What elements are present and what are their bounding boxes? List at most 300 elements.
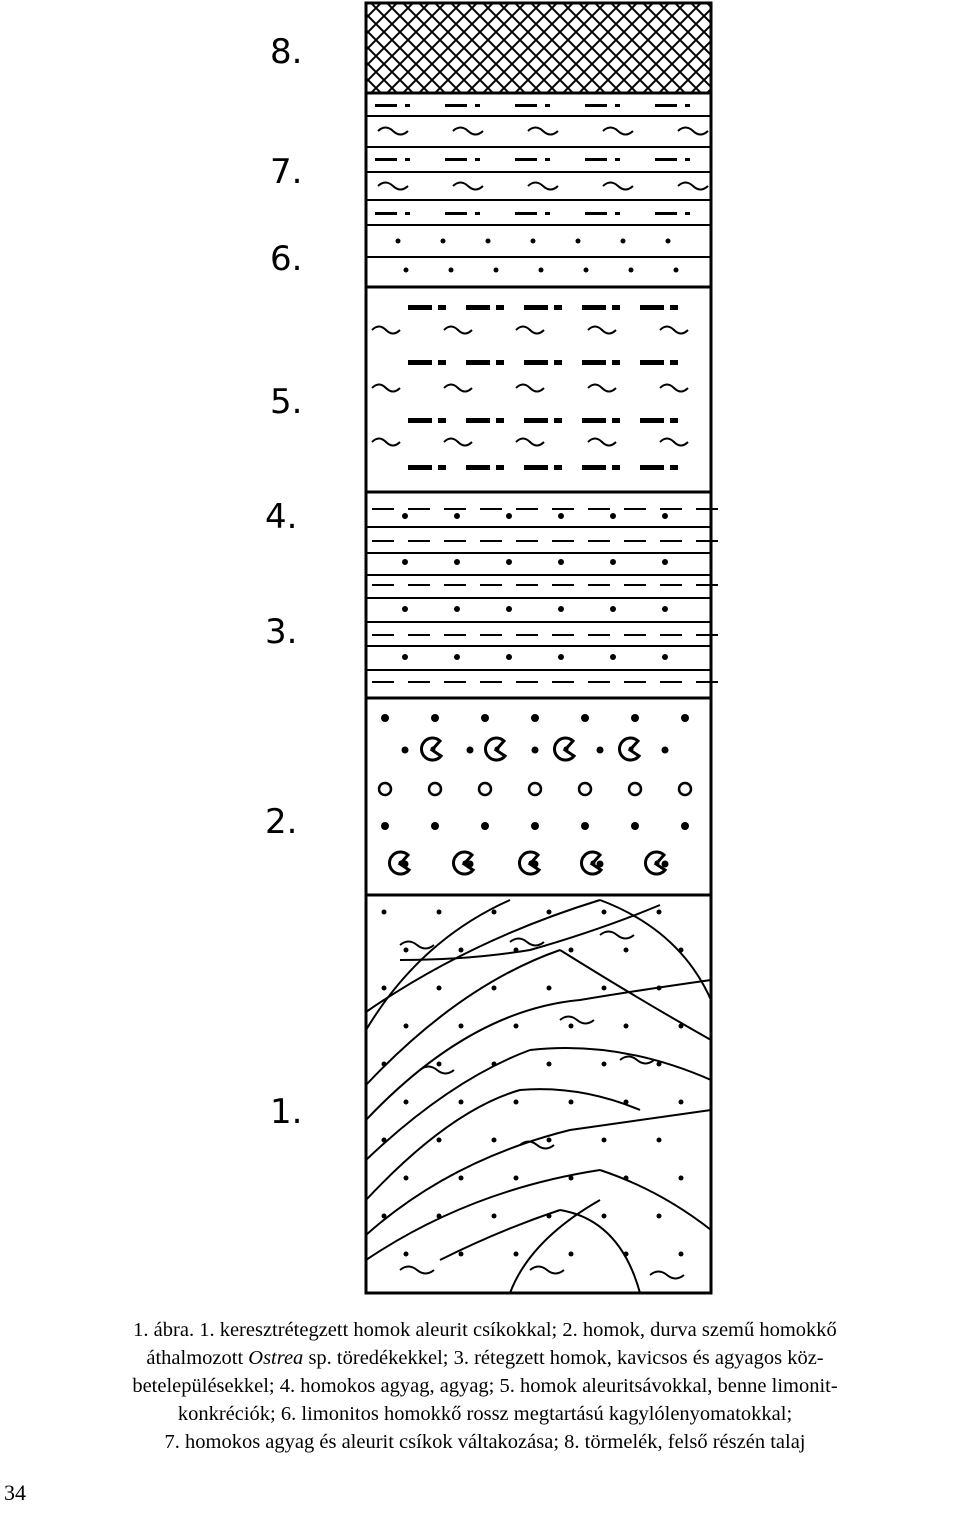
dot-mark — [481, 714, 489, 722]
dot-mark — [459, 1176, 464, 1181]
dot-mark — [569, 1252, 574, 1257]
dot-mark — [437, 1138, 442, 1143]
dash-mark — [696, 584, 718, 586]
wave-mark — [530, 1267, 564, 1274]
dot-mark — [402, 559, 408, 565]
dash-mark — [660, 508, 682, 510]
dash-mark — [615, 212, 620, 215]
dash-mark — [685, 158, 690, 161]
wave-mark — [444, 439, 472, 446]
dash-mark — [466, 418, 490, 423]
wave-mark — [678, 183, 708, 190]
dash-mark — [372, 540, 394, 542]
dash-mark — [524, 305, 548, 310]
dash-mark — [612, 465, 620, 470]
dot-mark — [404, 268, 409, 273]
wave-mark — [588, 385, 616, 392]
wave-mark — [444, 327, 472, 334]
dash-mark — [670, 305, 678, 310]
dot-mark — [662, 654, 668, 660]
dot-mark — [404, 1100, 409, 1105]
dash-mark — [445, 158, 467, 161]
dash-mark — [640, 360, 664, 365]
dot-mark — [481, 822, 489, 830]
dot-mark — [382, 1062, 387, 1067]
dash-mark — [545, 104, 550, 107]
dot-mark — [679, 1024, 684, 1029]
dot-mark — [679, 1252, 684, 1257]
dot-mark — [514, 1100, 519, 1105]
dot-mark — [681, 714, 689, 722]
dot-mark — [402, 747, 409, 754]
dot-mark — [602, 986, 607, 991]
dash-mark — [375, 158, 397, 161]
dot-mark — [564, 747, 569, 752]
layer-label-4: 4. — [265, 497, 298, 537]
coarse-sand-dots — [381, 714, 689, 868]
dot-mark — [441, 239, 446, 244]
dot-mark — [602, 1138, 607, 1143]
dot-mark — [547, 1138, 552, 1143]
silt-streak-waves — [400, 932, 684, 1279]
caption-line-5: 7. homokos agyag és aleurit csíkok váltakozása; 8. törmelék, felső részén talaj — [164, 1431, 806, 1453]
dot-mark — [382, 1138, 387, 1143]
dot-mark — [486, 239, 491, 244]
sand-dots — [396, 239, 679, 273]
dash-mark — [516, 681, 538, 683]
dot-mark — [581, 822, 589, 830]
dot-mark — [404, 948, 409, 953]
dash-mark — [516, 584, 538, 586]
wave-mark — [660, 385, 688, 392]
layer-1-cross-bedded-sand — [366, 900, 711, 1293]
pebble-circle — [579, 783, 591, 795]
dash-mark — [588, 681, 610, 683]
dash-mark — [408, 465, 432, 470]
dot-mark — [382, 910, 387, 915]
dot-mark — [631, 714, 639, 722]
dot-mark — [610, 606, 616, 612]
layer-7-sandy-clay-silt — [366, 93, 711, 225]
dash-mark — [372, 508, 394, 510]
dot-mark — [532, 747, 539, 754]
dot-mark — [679, 948, 684, 953]
dot-mark — [531, 239, 536, 244]
dot-mark — [657, 986, 662, 991]
dot-mark — [662, 559, 668, 565]
dot-mark — [624, 1176, 629, 1181]
caption-line-2b: sp. töredékekkel; 3. rétegzett homok, kavicsos és agyagos köz- — [308, 1347, 824, 1369]
dash-mark — [655, 212, 677, 215]
dot-mark — [610, 513, 616, 519]
dot-mark — [624, 1252, 629, 1257]
dot-mark — [431, 714, 439, 722]
dot-mark — [459, 1252, 464, 1257]
layer-label-2: 2. — [265, 802, 298, 842]
dash-mark — [372, 584, 394, 586]
dot-mark — [558, 606, 564, 612]
dot-mark — [584, 268, 589, 273]
dot-mark — [624, 948, 629, 953]
dash-mark — [696, 508, 718, 510]
dot-mark — [569, 948, 574, 953]
wave-mark — [420, 1067, 454, 1074]
dash-mark — [670, 465, 678, 470]
dot-mark — [381, 822, 389, 830]
dash-mark — [480, 508, 502, 510]
dot-mark — [382, 1214, 387, 1219]
dot-mark — [531, 714, 539, 722]
caption-line-1: 1. ábra. 1. keresztrétegzett homok aleurit csíkokkal; 2. homok, durva szemű homokkő — [133, 1319, 837, 1341]
dash-mark — [624, 540, 646, 542]
wave-mark — [516, 327, 544, 334]
dash-mark — [408, 305, 432, 310]
dot-mark — [655, 861, 660, 866]
dash-mark — [554, 305, 562, 310]
dot-mark — [431, 747, 436, 752]
layer-5-sand-silt-bands — [366, 305, 711, 492]
dot-mark — [657, 1138, 662, 1143]
dash-mark — [444, 634, 466, 636]
dot-mark — [602, 1062, 607, 1067]
dash-mark — [408, 540, 430, 542]
wave-mark — [372, 327, 400, 334]
wave-mark — [678, 128, 708, 135]
dash-mark — [405, 212, 410, 215]
dot-mark — [679, 1100, 684, 1105]
dot-mark — [437, 986, 442, 991]
dot-mark — [662, 606, 668, 612]
layer-4-3-stratified — [366, 508, 718, 698]
dot-mark — [539, 268, 544, 273]
layer-label-5: 5. — [270, 382, 303, 422]
dot-mark — [404, 1252, 409, 1257]
dash-mark — [444, 584, 466, 586]
dot-mark — [602, 1214, 607, 1219]
dot-mark — [381, 714, 389, 722]
dot-mark — [547, 986, 552, 991]
dash-mark — [405, 104, 410, 107]
dash-mark — [408, 681, 430, 683]
dash-mark — [696, 540, 718, 542]
layer-label-1: 1. — [270, 1092, 303, 1132]
dot-mark — [514, 1024, 519, 1029]
dash-mark — [588, 540, 610, 542]
dash-mark — [660, 634, 682, 636]
dash-mark — [624, 634, 646, 636]
dash-mark — [615, 104, 620, 107]
dot-mark — [547, 1214, 552, 1219]
dash-mark — [438, 360, 446, 365]
dot-mark — [463, 861, 468, 866]
dot-mark — [674, 268, 679, 273]
dash-mark — [554, 360, 562, 365]
wave-mark — [660, 327, 688, 334]
dot-mark — [492, 910, 497, 915]
wave-mark — [516, 439, 544, 446]
dash-mark — [545, 158, 550, 161]
dot-mark — [624, 1100, 629, 1105]
dash-mark — [660, 584, 682, 586]
dot-mark — [454, 606, 460, 612]
dot-mark — [531, 822, 539, 830]
dot-mark — [662, 861, 669, 868]
dot-mark — [631, 822, 639, 830]
dot-mark — [506, 606, 512, 612]
wave-mark — [600, 932, 634, 939]
dash-mark — [624, 584, 646, 586]
dash-mark — [444, 540, 466, 542]
dash-mark — [640, 465, 664, 470]
dot-mark — [404, 1176, 409, 1181]
dash-mark — [515, 104, 537, 107]
dash-mark — [670, 360, 678, 365]
dot-mark — [402, 513, 408, 519]
dot-mark — [629, 268, 634, 273]
dash-mark — [685, 212, 690, 215]
silt-waves — [372, 327, 688, 446]
wave-mark — [528, 128, 558, 135]
dot-mark — [547, 1062, 552, 1067]
wave-mark — [520, 1142, 554, 1149]
dot-mark — [597, 747, 604, 754]
dash-mark — [552, 681, 574, 683]
dash-mark — [480, 540, 502, 542]
wave-mark — [400, 942, 434, 949]
dash-mark — [496, 305, 504, 310]
dash-mark — [496, 418, 504, 423]
dot-mark — [581, 714, 589, 722]
dash-mark — [524, 465, 548, 470]
wave-mark — [400, 1267, 434, 1274]
dash-mark — [375, 212, 397, 215]
dot-mark — [558, 559, 564, 565]
dash-mark — [588, 508, 610, 510]
layer-label-6: 6. — [270, 239, 303, 279]
layer-label-7: 7. — [270, 152, 303, 192]
dot-mark — [514, 1252, 519, 1257]
dash-mark — [612, 418, 620, 423]
dash-mark — [640, 418, 664, 423]
dot-mark — [679, 1176, 684, 1181]
dot-mark — [402, 654, 408, 660]
wave-mark — [378, 183, 408, 190]
dash-mark — [408, 508, 430, 510]
dot-mark — [591, 861, 596, 866]
dot-mark — [492, 1214, 497, 1219]
dash-mark — [685, 104, 690, 107]
wave-mark — [444, 385, 472, 392]
dot-mark — [431, 822, 439, 830]
dash-mark — [408, 634, 430, 636]
ostrea-fragment-icons — [389, 738, 665, 874]
dash-mark — [585, 158, 607, 161]
pebble-circle — [379, 783, 391, 795]
dot-mark — [662, 513, 668, 519]
dash-mark — [552, 634, 574, 636]
dot-mark — [576, 239, 581, 244]
pebble-circle — [479, 783, 491, 795]
dot-mark — [492, 1062, 497, 1067]
dash-mark — [444, 508, 466, 510]
wave-mark — [372, 385, 400, 392]
wave-mark — [372, 439, 400, 446]
dot-mark — [459, 1100, 464, 1105]
dot-mark — [657, 1062, 662, 1067]
dash-mark — [475, 104, 480, 107]
pebble-circle — [629, 783, 641, 795]
dot-mark — [558, 513, 564, 519]
wave-mark — [650, 1272, 684, 1279]
caption-line-3: betelepülésekkel; 4. homokos agyag, agyag; 5. homok aleuritsávokkal, benne limonit- — [132, 1375, 838, 1397]
dot-mark — [454, 513, 460, 519]
dash-mark — [552, 584, 574, 586]
layer-2-sand-ostrea — [366, 714, 711, 895]
dot-mark — [506, 513, 512, 519]
dash-mark — [480, 584, 502, 586]
dot-mark — [404, 1024, 409, 1029]
dot-mark — [492, 1138, 497, 1143]
dot-mark — [569, 1024, 574, 1029]
dash-mark — [405, 158, 410, 161]
dash-mark — [624, 681, 646, 683]
dot-mark — [495, 747, 500, 752]
dash-mark — [545, 212, 550, 215]
layer-6-limonitic-sandstone — [366, 239, 711, 288]
dash-mark — [612, 305, 620, 310]
wave-mark — [516, 385, 544, 392]
dot-mark — [454, 654, 460, 660]
dash-mark — [585, 212, 607, 215]
dash-mark — [582, 360, 606, 365]
wave-mark — [588, 439, 616, 446]
dot-mark — [459, 1024, 464, 1029]
caption-genus-name: Ostrea — [248, 1347, 304, 1369]
dot-mark — [629, 747, 634, 752]
dash-mark — [466, 305, 490, 310]
dash-mark — [445, 104, 467, 107]
dash-mark — [372, 634, 394, 636]
dash-mark — [582, 418, 606, 423]
caption-line-2a: áthalmozott — [146, 1347, 244, 1369]
dash-mark — [516, 634, 538, 636]
dash-mark — [660, 681, 682, 683]
dash-mark — [552, 508, 574, 510]
dash-mark — [466, 465, 490, 470]
dash-mark — [516, 540, 538, 542]
dash-mark — [475, 158, 480, 161]
dot-mark — [514, 1176, 519, 1181]
dash-mark — [624, 508, 646, 510]
dot-mark — [662, 747, 669, 754]
silt-dashes — [375, 104, 690, 215]
dash-mark — [408, 584, 430, 586]
dash-mark — [375, 104, 397, 107]
dot-mark — [624, 1024, 629, 1029]
dot-mark — [459, 948, 464, 953]
dash-mark — [696, 681, 718, 683]
dot-mark — [437, 1214, 442, 1219]
wave-mark — [588, 327, 616, 334]
dot-mark — [449, 268, 454, 273]
figure-caption — [20, 1316, 950, 1456]
wave-mark — [528, 183, 558, 190]
pebble-circle — [429, 783, 441, 795]
dot-mark — [610, 559, 616, 565]
dot-mark — [382, 986, 387, 991]
pebble-circles — [379, 783, 691, 795]
layer-8-debris — [366, 3, 711, 93]
dot-mark — [396, 239, 401, 244]
dash-mark — [408, 360, 432, 365]
dot-mark — [399, 861, 404, 866]
dash-mark — [615, 158, 620, 161]
dot-mark — [621, 239, 626, 244]
layer-label-3: 3. — [265, 612, 298, 652]
dash-mark — [696, 634, 718, 636]
dash-mark — [585, 104, 607, 107]
dash-mark — [554, 465, 562, 470]
wave-mark — [510, 939, 544, 946]
dot-mark — [602, 910, 607, 915]
dot-mark — [437, 910, 442, 915]
dash-mark — [524, 360, 548, 365]
dot-mark — [558, 654, 564, 660]
wave-mark — [453, 183, 483, 190]
dot-mark — [610, 654, 616, 660]
page-number: 34 — [4, 1480, 26, 1505]
dash-mark — [612, 360, 620, 365]
dot-mark — [454, 559, 460, 565]
dash-mark — [670, 418, 678, 423]
dot-mark — [492, 986, 497, 991]
dash-mark — [444, 681, 466, 683]
layer-label-8: 8. — [270, 32, 303, 72]
dash-mark — [660, 540, 682, 542]
dash-mark — [496, 360, 504, 365]
dash-mark — [466, 360, 490, 365]
dash-mark — [438, 465, 446, 470]
dash-mark — [515, 212, 537, 215]
dot-mark — [506, 559, 512, 565]
dot-mark — [657, 1214, 662, 1219]
dash-mark — [640, 305, 664, 310]
dot-mark — [437, 1062, 442, 1067]
dash-mark — [475, 212, 480, 215]
dash-mark — [554, 418, 562, 423]
dash-mark — [496, 465, 504, 470]
dash-mark — [582, 305, 606, 310]
dash-mark — [552, 540, 574, 542]
dash-mark — [480, 634, 502, 636]
dash-mark — [372, 681, 394, 683]
column-outline — [366, 3, 711, 1293]
dash-mark — [516, 508, 538, 510]
wave-mark — [453, 128, 483, 135]
dash-mark — [515, 158, 537, 161]
dot-mark — [529, 861, 534, 866]
gravel-dots — [402, 513, 668, 660]
wave-mark — [660, 439, 688, 446]
dash-mark — [524, 418, 548, 423]
caption-line-4: konkréciók; 6. limonitos homokkő rossz megtartású kagylólenyomatokkal; — [177, 1403, 793, 1425]
dot-mark — [569, 1176, 574, 1181]
dot-mark — [666, 239, 671, 244]
dot-mark — [547, 910, 552, 915]
wave-mark — [603, 128, 633, 135]
wave-mark — [560, 1017, 594, 1024]
pebble-circle — [679, 783, 691, 795]
